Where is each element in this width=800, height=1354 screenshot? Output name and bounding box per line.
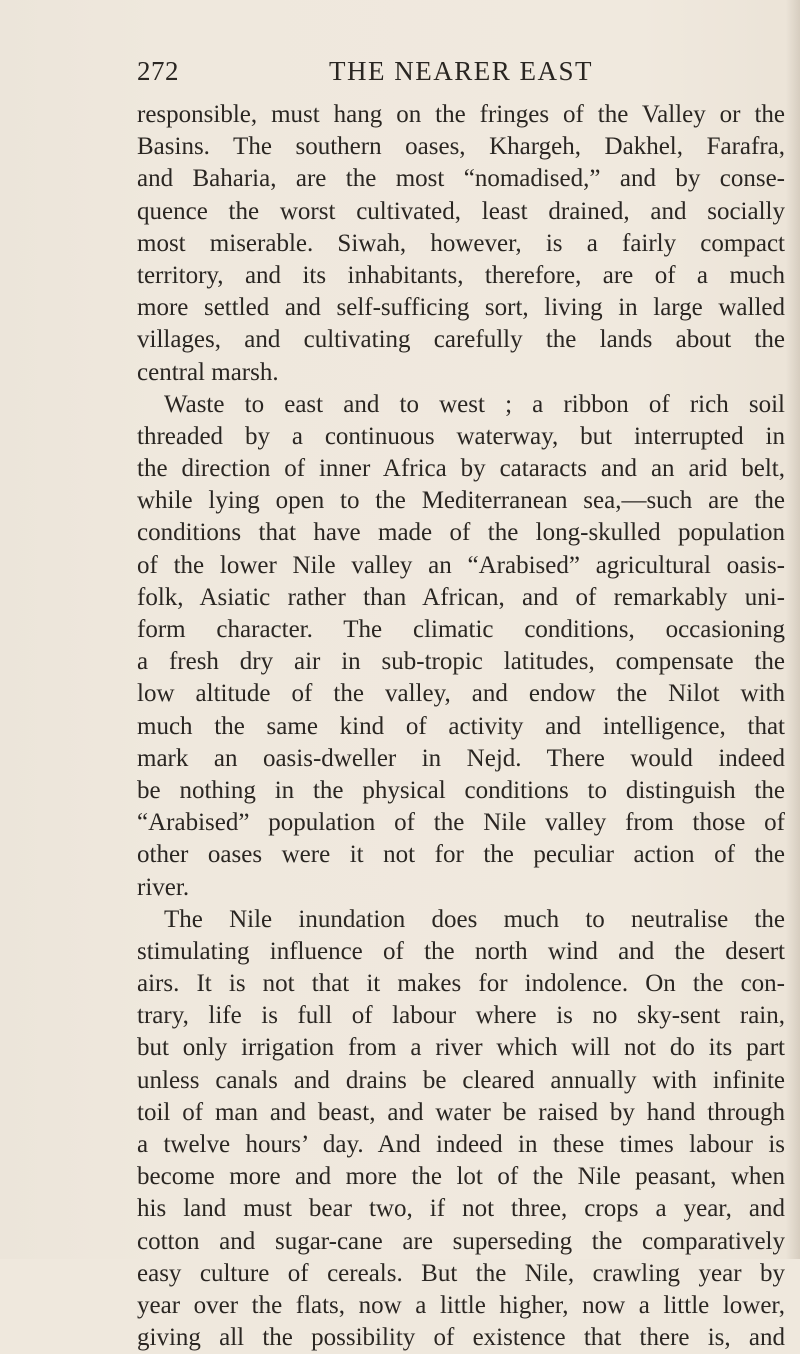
text-line: easy culture of cereals. But the Nile, crawling year by bbox=[137, 1259, 785, 1287]
text-line: Waste to east and to west ; a ribbon of rich soil bbox=[164, 390, 785, 418]
text-line: the direction of inner Africa by cataracts and an arid belt, bbox=[137, 455, 785, 483]
text-line: be nothing in the physical conditions to distinguish the bbox=[137, 776, 785, 804]
text-line: a twelve hours’ day. And indeed in these times labour is bbox=[137, 1131, 785, 1158]
text-line: while lying open to the Mediterranean sea,—such are the bbox=[137, 487, 785, 515]
text-line: threaded by a continuous waterway, but interrupted in bbox=[137, 422, 785, 450]
text-line: but only irrigation from a river which will not do its part bbox=[137, 1034, 785, 1062]
text-line: folk, Asiatic rather than African, and of remarkably uni- bbox=[137, 583, 785, 611]
text-line: Basins. The southern oases, Khargeh, Dakhel, Farafra, bbox=[137, 133, 785, 161]
text-line: his land must bear two, if not three, crops a year, and bbox=[137, 1195, 785, 1223]
text-line: much the same kind of activity and intelligence, that bbox=[137, 712, 785, 740]
text-line: quence the worst cultivated, least drained, and socially bbox=[137, 197, 785, 225]
text-line: airs. It is not that it makes for indolence. On the con- bbox=[137, 970, 785, 998]
text-line: conditions that have made of the long-skulled population bbox=[137, 519, 785, 547]
text-line: toil of man and beast, and water be raised by hand through bbox=[137, 1098, 785, 1126]
text-line: The Nile inundation does much to neutralise the bbox=[164, 905, 785, 933]
text-line: of the lower Nile valley an “Arabised” agricultural oasis- bbox=[137, 551, 785, 579]
text-line: villages, and cultivating carefully the lands about the bbox=[137, 326, 785, 354]
text-line: cotton and sugar-cane are superseding the comparatively bbox=[137, 1227, 785, 1255]
running-head: THE NEARER EAST bbox=[329, 56, 593, 86]
text-line: form character. The climatic conditions, occasioning bbox=[137, 616, 785, 643]
page-header bbox=[137, 56, 785, 90]
text-line: giving all the possibility of existence that there is, and bbox=[137, 1324, 785, 1352]
text-line: low altitude of the valley, and endow the Nilot with bbox=[137, 680, 785, 708]
text-line: central marsh. bbox=[137, 358, 279, 386]
page-number: 272 bbox=[137, 56, 179, 86]
text-line: territory, and its inhabitants, therefore, are of a much bbox=[137, 261, 785, 289]
text-line: trary, life is full of labour where is no sky-sent rain, bbox=[137, 1002, 785, 1030]
text-line: most miserable. Siwah, however, is a fairly compact bbox=[137, 229, 785, 257]
text-line: unless canals and drains be cleared annually with infinite bbox=[137, 1066, 785, 1094]
text-line: river. bbox=[137, 873, 190, 901]
text-line: stimulating influence of the north wind and the desert bbox=[137, 937, 785, 965]
text-line: a fresh dry air in sub-tropic latitudes, compensate the bbox=[137, 648, 785, 676]
text-line: mark an oasis-dweller in Nejd. There would indeed bbox=[137, 744, 785, 772]
text-line: year over the flats, now a little higher, now a little lower, bbox=[137, 1291, 785, 1319]
text-line: other oases were it not for the peculiar action of the bbox=[137, 841, 785, 869]
text-line: and Baharia, are the most “nomadised,” and by conse- bbox=[137, 165, 785, 193]
text-line: become more and more the lot of the Nile peasant, when bbox=[137, 1163, 785, 1191]
body-text bbox=[137, 99, 785, 1354]
page-edge-shadow bbox=[786, 0, 800, 1259]
text-line: “Arabised” population of the Nile valley from those of bbox=[137, 809, 785, 837]
text-line: responsible, must hang on the fringes of the Valley or the bbox=[137, 101, 785, 128]
text-line: more settled and self-sufficing sort, living in large walled bbox=[137, 294, 785, 322]
